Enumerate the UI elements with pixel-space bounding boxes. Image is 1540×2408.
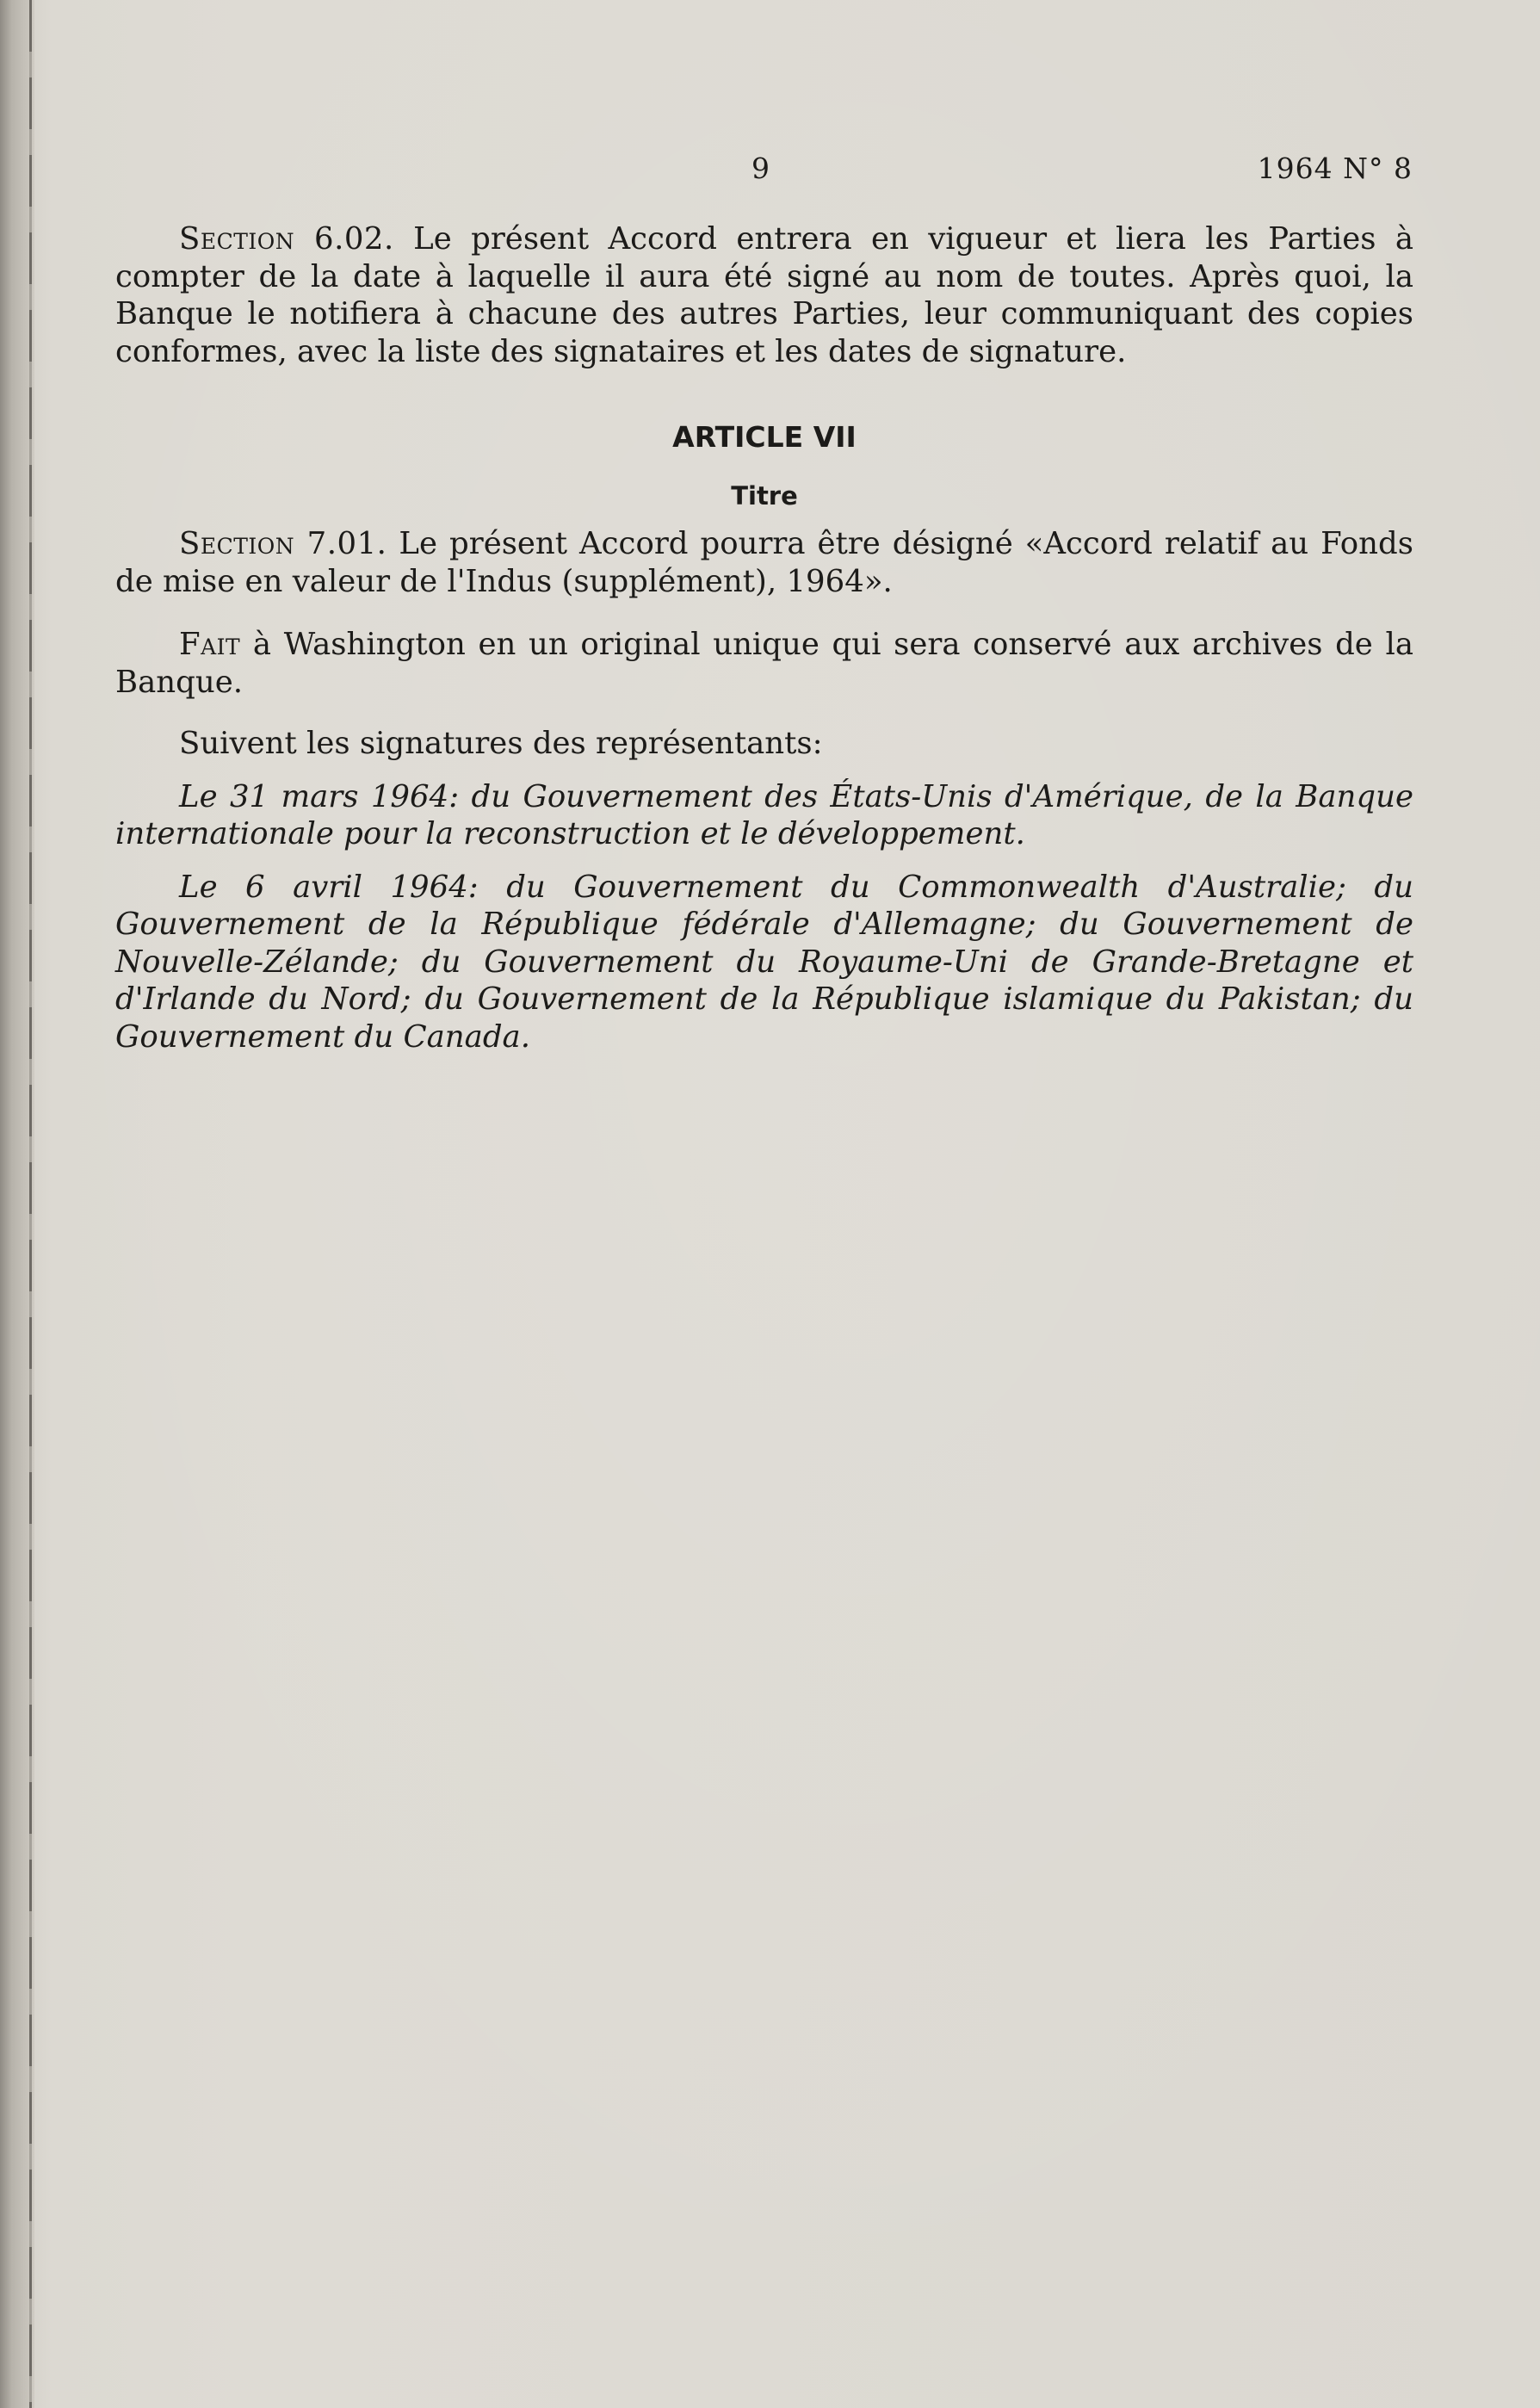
section-6-02-label: Section 6.02. xyxy=(179,221,394,257)
document-reference: 1964 N° 8 xyxy=(1257,152,1413,185)
signatures-intro: Suivent les signatures des représentants: xyxy=(179,726,823,761)
article-title: Titre xyxy=(731,480,798,511)
article-heading: ARTICLE VII xyxy=(672,420,857,454)
section-7-01-paragraph xyxy=(115,525,1413,600)
section-6-02-text: Le présent Accord entrera en vigueur et liera les Parties à compter de la date à laquelle il aura été signé au nom de toutes. Après quoi, la Banque le notifiera à chacune des autres Parties, leur communiquant des copies conformes, avec la liste des signataires et les dates de signature. xyxy=(115,221,1413,369)
page-header xyxy=(0,152,1540,195)
done-at-text: à Washington en un original unique qui sera conservé aux archives de la Banque. xyxy=(115,627,1413,700)
section-6-02-paragraph xyxy=(115,220,1413,370)
binding-margin-line xyxy=(29,0,32,2408)
section-7-01-text: Le présent Accord pourra être désigné «Accord relatif au Fonds de mise en valeur de l'Indus (supplément), 1964». xyxy=(115,526,1413,599)
signature-entry-april: Le 6 avril 1964: du Gouvernement du Commonwealth d'Australie; du Gouvernement de la République fédérale d'Allemagne; du Gouvernement de Nouvelle-Zélande; du Gouvernement du Royaume-Uni de Grande-Bretagne et d'Irlande du Nord; du Gouvernement de la République islamique du Pakistan; du Gouvernement du Canada. xyxy=(115,869,1413,1055)
signature-entry-march: Le 31 mars 1964: du Gouvernement des États-Unis d'Amérique, de la Banque internationale pour la reconstruction et le développement. xyxy=(115,778,1413,851)
done-at-paragraph xyxy=(115,626,1413,701)
page-number: 9 xyxy=(751,152,770,185)
document-body xyxy=(115,220,1413,1055)
section-7-01-label: Section 7.01. xyxy=(179,526,387,561)
done-at-label: Fait xyxy=(179,627,241,662)
